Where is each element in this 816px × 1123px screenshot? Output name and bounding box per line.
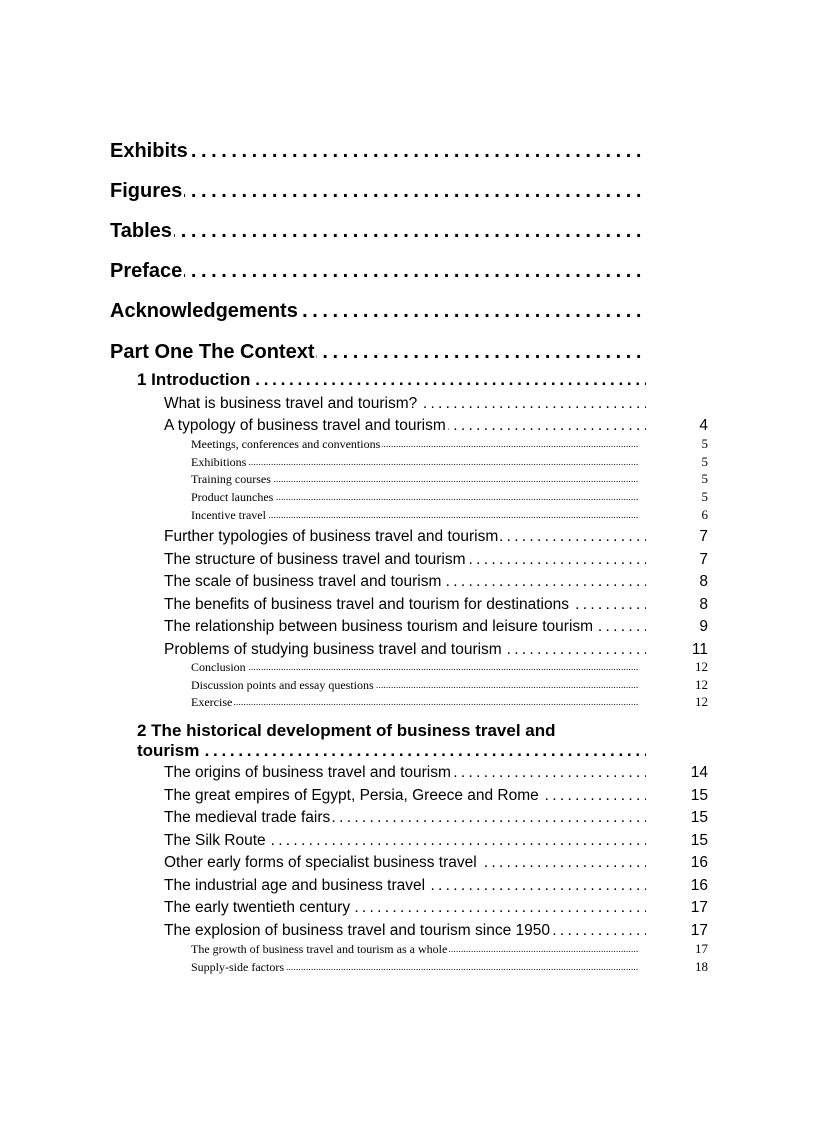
toc-entry-page: 15 xyxy=(690,809,708,826)
toc-entry-label: Tables xyxy=(110,220,172,242)
toc-entry-label: Conclusion xyxy=(191,660,246,674)
toc-entry-label: The benefits of business travel and tourism for destinations xyxy=(164,596,569,613)
toc-entry-page: 12 xyxy=(695,694,708,709)
toc-entry-page: 8 xyxy=(699,596,708,613)
toc-chapter-title: 2 The historical development of business travel and xyxy=(137,721,556,740)
toc-entry-label: The origins of business travel and tourism xyxy=(164,764,451,781)
toc-entry-page: 17 xyxy=(690,922,708,939)
toc-entry-label: Acknowledgements xyxy=(110,300,298,322)
toc-entry-label: Supply-side factors xyxy=(191,960,284,974)
toc-entry-label: The early twentieth century xyxy=(164,899,351,916)
toc-entry-label: Meetings, conferences and conventions xyxy=(191,437,381,451)
toc-entry-page: 5 xyxy=(701,436,708,451)
toc-entry-page: 8 xyxy=(699,573,708,590)
toc-entry-label: What is business travel and tourism? xyxy=(164,395,418,412)
toc-entry-page: 16 xyxy=(690,877,708,894)
toc-entry-label: Other early forms of specialist business travel xyxy=(164,854,477,871)
toc-entry-label: Product launches xyxy=(191,490,274,504)
toc-entry-label: The relationship between business tourism and leisure tourism xyxy=(164,618,594,635)
toc-entry-page: 17 xyxy=(695,941,708,956)
toc-chapter-title: 1 Introduction xyxy=(137,370,251,389)
toc-entry-label: The growth of business travel and tourism as a whole xyxy=(191,942,448,956)
toc-entry-label: The industrial age and business travel xyxy=(164,877,426,894)
toc-entry-page: 7 xyxy=(699,551,708,568)
toc-entry-label: The great empires of Egypt, Persia, Greece and Rome xyxy=(164,787,539,804)
toc-entry-label: Part One The Context xyxy=(110,341,315,363)
toc-entry-page: 4 xyxy=(699,417,708,434)
toc-entry-label: Exhibitions xyxy=(191,455,247,469)
toc-entry-label: The explosion of business travel and tourism since 1950 xyxy=(164,922,550,939)
toc-entry-label: Discussion points and essay questions xyxy=(191,678,374,692)
toc-entry-page: 15 xyxy=(690,787,708,804)
toc-entry-page: 12 xyxy=(695,659,708,674)
toc-entry-page: 5 xyxy=(701,489,708,504)
toc-entry-page: 5 xyxy=(701,471,708,486)
toc-entry-label: A typology of business travel and tourism xyxy=(164,417,446,434)
toc-entry-label: The structure of business travel and tourism xyxy=(164,551,466,568)
toc-entry-page: 18 xyxy=(695,959,708,974)
toc-entry-page: 5 xyxy=(701,454,708,469)
toc-entry-page: 11 xyxy=(691,641,708,658)
toc-entry-page: 6 xyxy=(701,507,708,522)
toc-entry-page: 9 xyxy=(699,618,708,635)
toc-entry-page: 16 xyxy=(690,854,708,871)
toc-entry-label: Further typologies of business travel and tourism xyxy=(164,528,499,545)
toc-entry-page: 12 xyxy=(695,677,708,692)
toc-entry-page: 15 xyxy=(690,832,708,849)
toc-entry-label: Figures xyxy=(110,180,183,202)
toc-entry-label: Training courses xyxy=(191,472,271,486)
toc-entry-page: 17 xyxy=(690,899,708,916)
toc-entry-page: 14 xyxy=(690,764,708,781)
toc-entry-label: Problems of studying business travel and tourism xyxy=(164,641,502,658)
toc-entry-label: Preface xyxy=(110,260,183,282)
toc-entry-label: The medieval trade fairs xyxy=(164,809,331,826)
toc-entry-label: The scale of business travel and tourism xyxy=(164,573,442,590)
toc-entry-label: Incentive travel xyxy=(191,508,266,522)
toc-entry-label: Exercise xyxy=(191,695,233,709)
toc-entry-page: 7 xyxy=(699,528,708,545)
toc-chapter-title: tourism xyxy=(137,741,200,760)
toc-entry-label: Exhibits xyxy=(110,140,188,162)
toc-entry-label: The Silk Route xyxy=(164,832,266,849)
